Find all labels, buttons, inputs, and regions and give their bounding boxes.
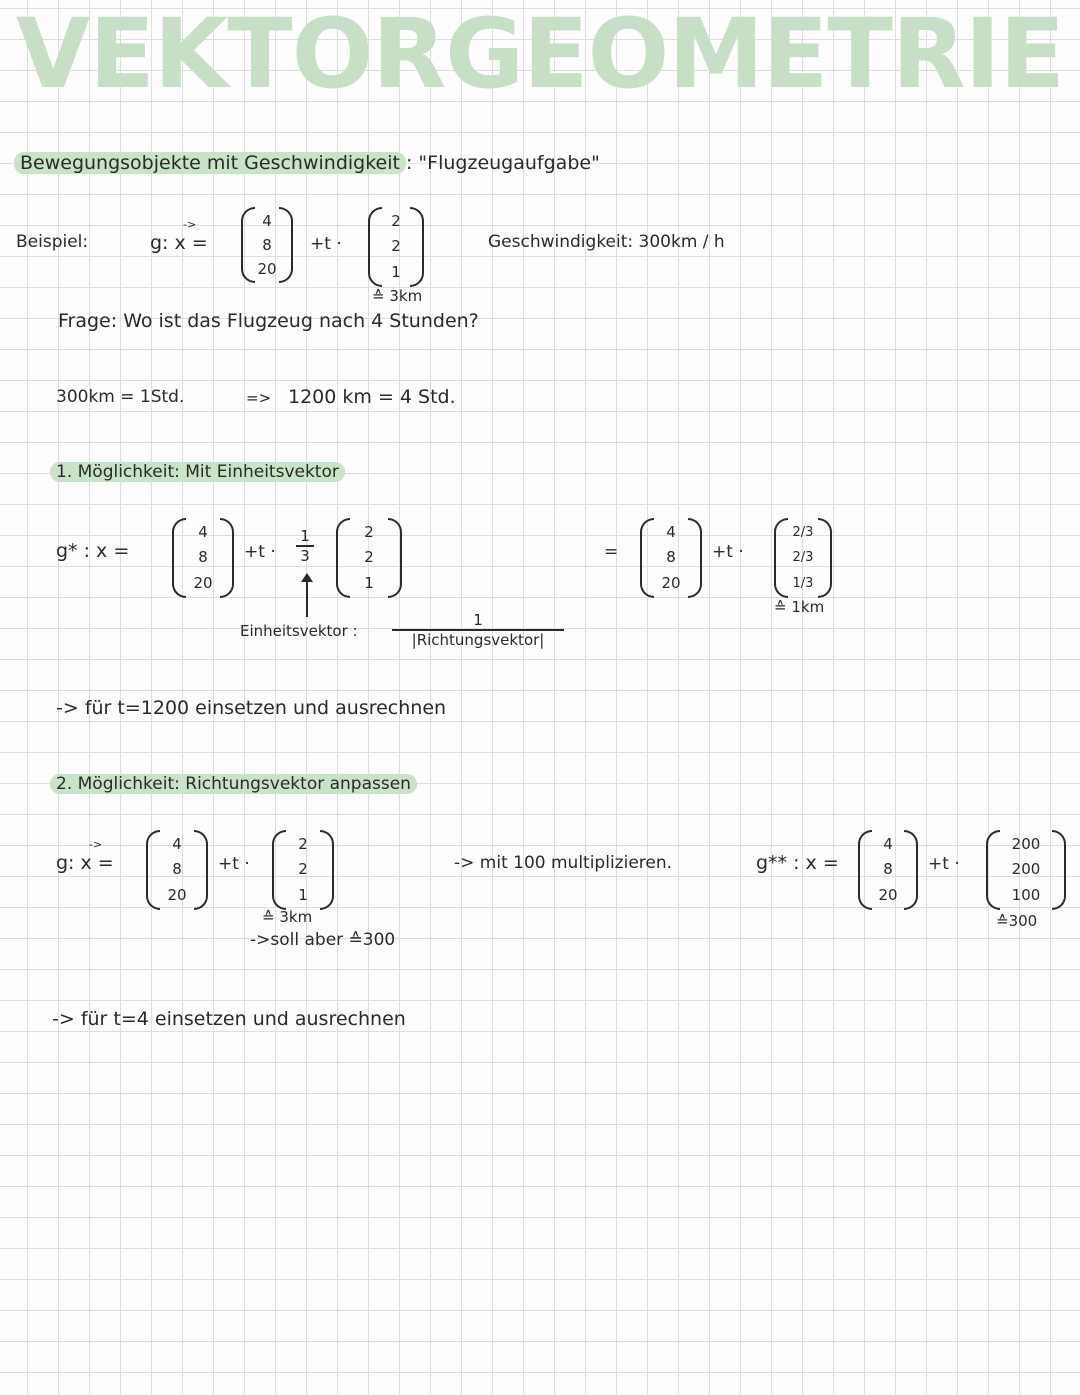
direction-note: ≙ 3km xyxy=(372,287,423,305)
vector-entry: 8 xyxy=(666,548,676,567)
beispiel-label: Beispiel: xyxy=(16,232,89,252)
up-arrow-icon xyxy=(306,575,308,617)
moeglichkeit1-heading: 1. Möglichkeit: Mit Einheitsvektor xyxy=(50,462,345,482)
m1-plus-t-2: +t · xyxy=(712,542,744,562)
speed-note: Geschwindigkeit: 300km / h xyxy=(488,232,725,252)
beispiel-lhs: g: x = xyxy=(150,232,208,254)
vector-entry: 200 xyxy=(1011,835,1041,854)
heading-highlight: Bewegungsobjekte mit Geschwindigkeit xyxy=(14,152,406,174)
conversion-left: 300km = 1Std. xyxy=(56,387,185,407)
vector-arrow-icon: -> xyxy=(89,838,103,851)
direction-vector xyxy=(368,207,424,287)
m1-support-vector xyxy=(172,518,234,598)
m1-support-vector-2 xyxy=(640,518,702,598)
multiply-note: -> mit 100 multiplizieren. xyxy=(454,853,673,873)
page-title: VEKTORGEOMETRIE xyxy=(15,0,1065,110)
m2-plus-t-2: +t · xyxy=(928,854,960,874)
factor-numerator: 1 xyxy=(300,527,310,545)
vector-entry: 20 xyxy=(257,259,277,278)
vector-entry: 8 xyxy=(172,860,182,879)
vector-entry: 2 xyxy=(298,835,308,854)
vector-entry: 2 xyxy=(298,860,308,879)
m2-support-vector-2 xyxy=(858,830,918,910)
conversion-right: 1200 km = 4 Std. xyxy=(288,386,456,408)
vector-entry: 1/3 xyxy=(792,575,814,591)
m1-plus-t: +t · xyxy=(244,542,276,562)
m1-direction-vector xyxy=(336,518,402,598)
vector-entry: 4 xyxy=(198,523,208,542)
einheitsvektor-formula xyxy=(392,612,564,649)
vector-entry: 20 xyxy=(193,573,213,592)
vector-entry: 8 xyxy=(883,860,893,879)
plus-t: +t · xyxy=(310,234,342,254)
section-heading xyxy=(14,152,600,174)
m1-equals: = xyxy=(604,542,619,562)
implies-arrow: => xyxy=(246,389,272,407)
vector-entry: 100 xyxy=(1011,885,1041,904)
vector-entry: 2 xyxy=(391,212,401,231)
vector-entry: 20 xyxy=(878,885,898,904)
m2-scaled-direction-vector xyxy=(986,830,1066,910)
m2-instruction: -> für t=4 einsetzen und ausrechnen xyxy=(52,1008,406,1030)
vector-entry: 4 xyxy=(666,523,676,542)
vector-entry: 20 xyxy=(167,885,187,904)
vector-entry: 2 xyxy=(391,237,401,256)
question: Frage: Wo ist das Flugzeug nach 4 Stunden? xyxy=(58,310,479,332)
vector-entry: 4 xyxy=(172,835,182,854)
moeglichkeit2-heading: 2. Möglichkeit: Richtungsvektor anpassen xyxy=(50,774,417,794)
heading-rest: : "Flugzeugaufgabe" xyxy=(405,152,600,174)
m2-direction-vector xyxy=(272,830,334,910)
m2-plus-t: +t · xyxy=(218,854,250,874)
vector-entry: 8 xyxy=(198,548,208,567)
soll-note: ->soll aber ≙300 xyxy=(250,930,396,950)
vector-entry: 8 xyxy=(262,235,272,254)
formula-numerator: 1 xyxy=(473,611,483,629)
m1-lhs: g* : x = xyxy=(56,540,130,562)
m1-factor xyxy=(296,528,314,565)
support-vector xyxy=(241,207,293,283)
m2-lhs: g: x = xyxy=(56,852,114,874)
m2-direction2-note: ≙300 xyxy=(996,912,1038,930)
vector-entry: 1 xyxy=(364,573,374,592)
vector-entry: 1 xyxy=(298,885,308,904)
vector-entry: 2/3 xyxy=(792,550,814,566)
m2-support-vector xyxy=(146,830,208,910)
vector-entry: 2 xyxy=(364,548,374,567)
vector-entry: 4 xyxy=(262,211,272,230)
vector-entry: 2 xyxy=(364,523,374,542)
m1-unit-direction-vector xyxy=(774,518,832,598)
unit-note: ≙ 1km xyxy=(774,598,825,616)
vector-entry: 20 xyxy=(661,573,681,592)
vector-entry: 4 xyxy=(883,835,893,854)
m1-instruction: -> für t=1200 einsetzen und ausrechnen xyxy=(56,697,447,719)
vector-arrow-icon: -> xyxy=(183,218,197,231)
vector-entry: 2/3 xyxy=(792,525,814,541)
einheitsvektor-label: Einheitsvektor : xyxy=(240,622,358,640)
m2-lhs-2: g** : x = xyxy=(756,852,839,874)
m2-direction-note: ≙ 3km xyxy=(262,908,313,926)
vector-entry: 1 xyxy=(391,262,401,281)
factor-denominator: 3 xyxy=(300,546,310,565)
formula-denominator: |Richtungsvektor| xyxy=(411,630,545,649)
vector-entry: 200 xyxy=(1011,860,1041,879)
